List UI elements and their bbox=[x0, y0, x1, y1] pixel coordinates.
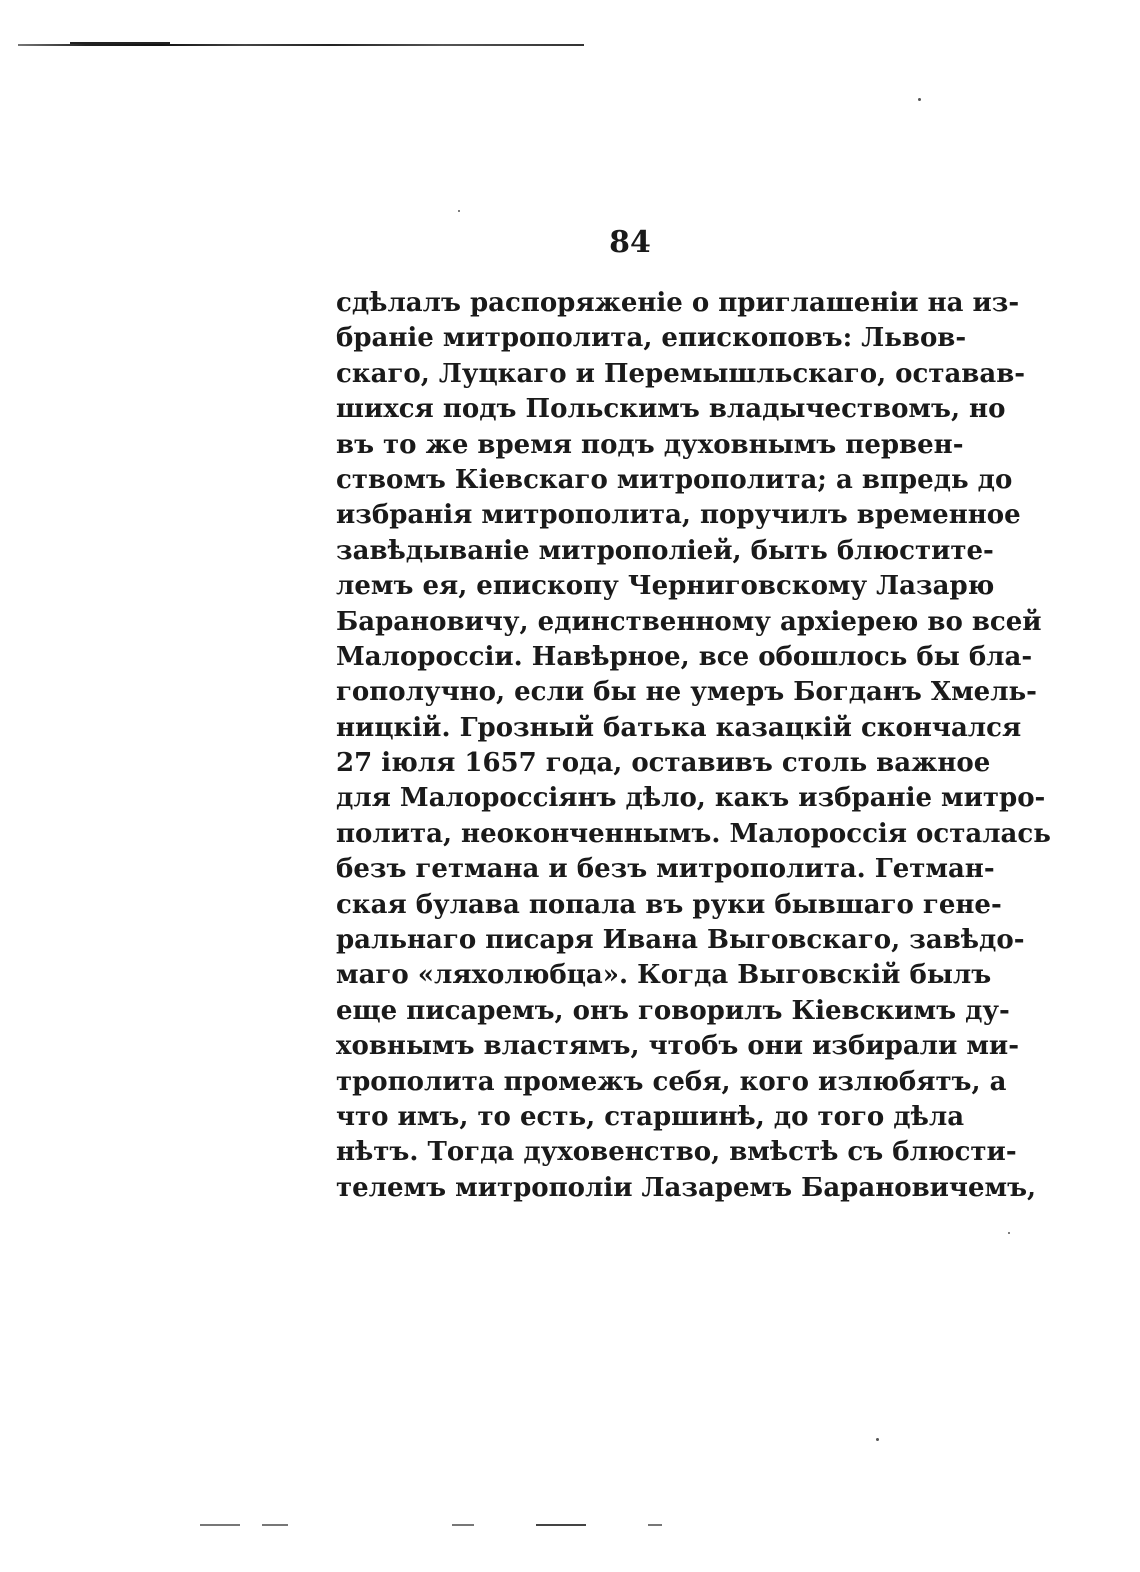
text-line: еще писаремъ, онъ говорилъ Кіевскимъ ду- bbox=[336, 995, 1010, 1026]
text-line: телемъ митрополіи Лазаремъ Барановичемъ, bbox=[336, 1172, 1037, 1203]
text-line: безъ гетмана и безъ митрополита. Гетман- bbox=[336, 854, 995, 885]
text-line: трополита промежъ себя, кого излюбятъ, а bbox=[336, 1066, 1007, 1097]
scan-edge-noise bbox=[200, 1524, 240, 1526]
text-line: лемъ ея, епископу Черниговскому Лазарю bbox=[336, 571, 995, 602]
text-line: шихся подъ Польскимъ владычествомъ, но bbox=[336, 394, 1006, 425]
scan-edge-noise bbox=[536, 1524, 586, 1526]
text-line: Малороссіи. Навѣрное, все обошлось бы бла- bbox=[336, 641, 1033, 672]
scan-edge-rule bbox=[18, 44, 584, 46]
text-line: полита, неоконченнымъ. Малороссія осталась bbox=[336, 818, 1051, 849]
text-line: ральнаго писаря Ивана Выговскаго, завѣдо- bbox=[336, 925, 1025, 956]
body-text bbox=[336, 286, 1051, 1206]
scan-speck bbox=[876, 1438, 879, 1441]
text-line: ствомъ Кіевскаго митрополита; а впредь до bbox=[336, 464, 1013, 495]
text-line: сдѣлалъ распоряженіе о приглашеніи на из- bbox=[336, 288, 1020, 318]
text-line: браніе митрополита, епископовъ: Львов- bbox=[336, 323, 967, 354]
scan-speck bbox=[918, 98, 921, 101]
text-line: ская булава попала въ руки бывшаго гене- bbox=[336, 889, 1002, 920]
scan-edge-noise bbox=[452, 1524, 474, 1526]
text-line: нѣтъ. Тогда духовенство, вмѣстѣ съ блюсти- bbox=[336, 1137, 1017, 1168]
text-line: Барановичу, единственному архіерею во всей bbox=[336, 606, 1042, 637]
scan-speck bbox=[1008, 1232, 1010, 1234]
scan-edge-noise bbox=[648, 1524, 662, 1526]
text-line: завѣдываніе митрополіей, быть блюстите- bbox=[336, 535, 994, 566]
text-line: гополучно, если бы не умеръ Богданъ Хмель- bbox=[336, 677, 1037, 708]
scan-edge-noise bbox=[262, 1524, 288, 1526]
scan-speck bbox=[458, 210, 460, 212]
text-line: ницкій. Грозный батька казацкій скончался bbox=[336, 712, 1022, 743]
text-line: избранія митрополита, поручилъ временное bbox=[336, 500, 1021, 531]
text-line: для Малороссіянъ дѣло, какъ избраніе митро- bbox=[336, 783, 1046, 814]
text-line: ховнымъ властямъ, чтобъ они избирали ми- bbox=[336, 1031, 1019, 1062]
text-line: что имъ, то есть, старшинѣ, до того дѣла bbox=[336, 1101, 965, 1132]
text-line: въ то же время подъ духовнымъ первен- bbox=[336, 429, 964, 460]
page-number: 84 bbox=[609, 225, 651, 260]
text-line: скаго, Луцкаго и Перемышльскаго, оставав- bbox=[336, 358, 1026, 389]
scan-edge-rule-thick bbox=[70, 42, 170, 44]
text-line: 27 іюля 1657 года, оставивъ столь важное bbox=[336, 748, 991, 779]
text-line: маго «ляхолюбца». Когда Выговскій былъ bbox=[336, 960, 992, 991]
